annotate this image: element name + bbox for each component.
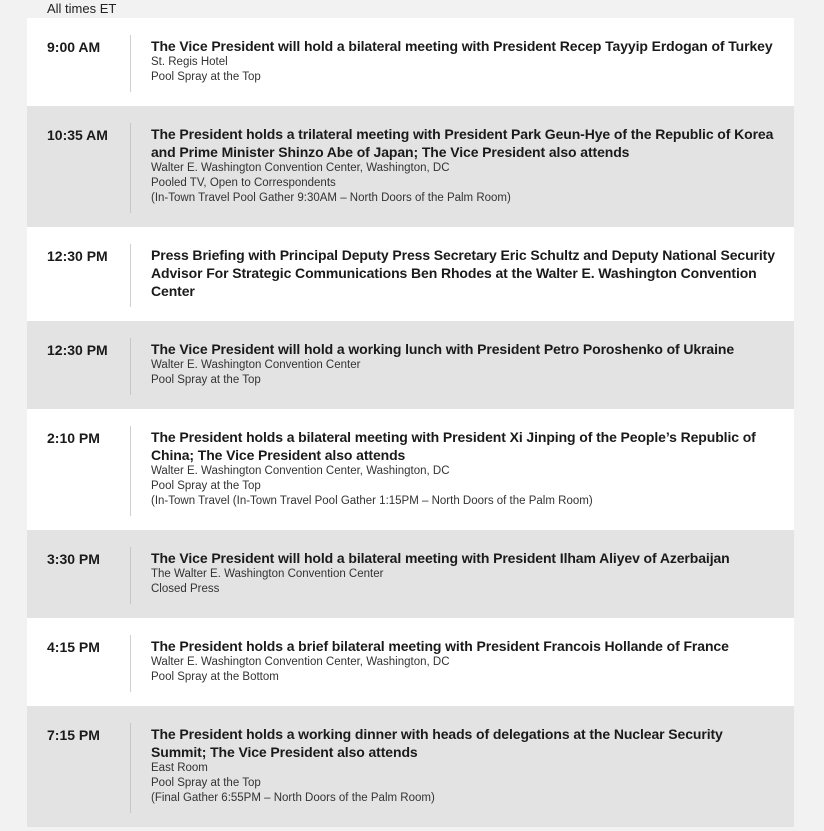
- event-time: 2:10 PM: [47, 430, 100, 446]
- event-detail-line: East Room: [151, 762, 208, 774]
- schedule-row: [27, 706, 794, 827]
- event-time: 9:00 AM: [47, 39, 101, 55]
- event-detail-line: Walter E. Washington Convention Center: [151, 359, 361, 371]
- event-detail-line: (In-Town Travel Pool Gather 9:30AM – North Doors of the Palm Room): [151, 192, 511, 204]
- event-title: The Vice President will hold a bilateral meeting with President Ilham Aliyev of Azerbaijan: [151, 550, 730, 566]
- event-detail-line: Walter E. Washington Convention Center, Washington, DC: [151, 162, 450, 174]
- event-title: The President holds a trilateral meeting with President Park Geun-Hye of the Republic of Korea and Prime Minister Shinzo Abe of Japan; The Vice President also attends: [151, 126, 774, 160]
- event-detail-line: (Final Gather 6:55PM – North Doors of the Palm Room): [151, 792, 435, 804]
- event-title: The President holds a working dinner with heads of delegations at the Nuclear Security Summit; The Vice President also attends: [151, 726, 723, 760]
- event-details: [131, 635, 794, 706]
- event-details: [131, 338, 794, 409]
- event-title: The Vice President will hold a working lunch with President Petro Poroshenko of Ukraine: [151, 341, 735, 357]
- event-title: The Vice President will hold a bilateral meeting with President Recep Tayyip Erdogan of Turkey: [151, 38, 773, 54]
- event-details: [131, 244, 794, 321]
- event-detail-line: (In-Town Travel (In-Town Travel Pool Gather 1:15PM – North Doors of the Palm Room): [151, 495, 593, 507]
- event-time: 12:30 PM: [47, 342, 108, 358]
- event-time: 4:15 PM: [47, 639, 100, 655]
- schedule-row: [27, 409, 794, 530]
- event-detail-line: The Walter E. Washington Convention Center: [151, 568, 384, 580]
- event-time: 3:30 PM: [47, 551, 100, 567]
- event-detail-line: Walter E. Washington Convention Center, Washington, DC: [151, 656, 450, 668]
- schedule-row: [27, 321, 794, 409]
- event-title: The President holds a bilateral meeting with President Xi Jinping of the People’s Republic of China; The Vice President also attends: [151, 429, 756, 463]
- event-title: Press Briefing with Principal Deputy Press Secretary Eric Schultz and Deputy National Security Advisor For Strategic Communications Ben Rhodes at the Walter E. Washington Convention Center: [151, 247, 775, 299]
- event-detail-line: Pool Spray at the Bottom: [151, 671, 279, 683]
- event-time: 7:15 PM: [47, 727, 100, 743]
- event-details: [131, 35, 794, 106]
- event-details: [131, 123, 794, 227]
- schedule-row: [27, 530, 794, 618]
- schedule-row: [27, 106, 794, 227]
- event-detail-line: Walter E. Washington Convention Center, Washington, DC: [151, 465, 450, 477]
- schedule-row: [27, 618, 794, 706]
- event-detail-line: Pool Spray at the Top: [151, 374, 261, 386]
- schedule-row: [27, 227, 794, 321]
- event-details: [131, 723, 794, 827]
- event-detail-line: St. Regis Hotel: [151, 56, 228, 68]
- event-details: [131, 547, 794, 618]
- event-detail-line: Pool Spray at the Top: [151, 71, 261, 83]
- event-details: [131, 426, 794, 530]
- event-title: The President holds a brief bilateral meeting with President Francois Hollande of France: [151, 638, 729, 654]
- schedule-list: [27, 18, 794, 827]
- event-detail-line: Pool Spray at the Top: [151, 777, 261, 789]
- event-detail-line: Pooled TV, Open to Correspondents: [151, 177, 336, 189]
- event-time: 12:30 PM: [47, 248, 108, 264]
- event-detail-line: Pool Spray at the Top: [151, 480, 261, 492]
- event-time: 10:35 AM: [47, 127, 108, 143]
- schedule-row: [27, 18, 794, 106]
- event-detail-line: Closed Press: [151, 583, 220, 595]
- timezone-note: All times ET: [47, 1, 117, 16]
